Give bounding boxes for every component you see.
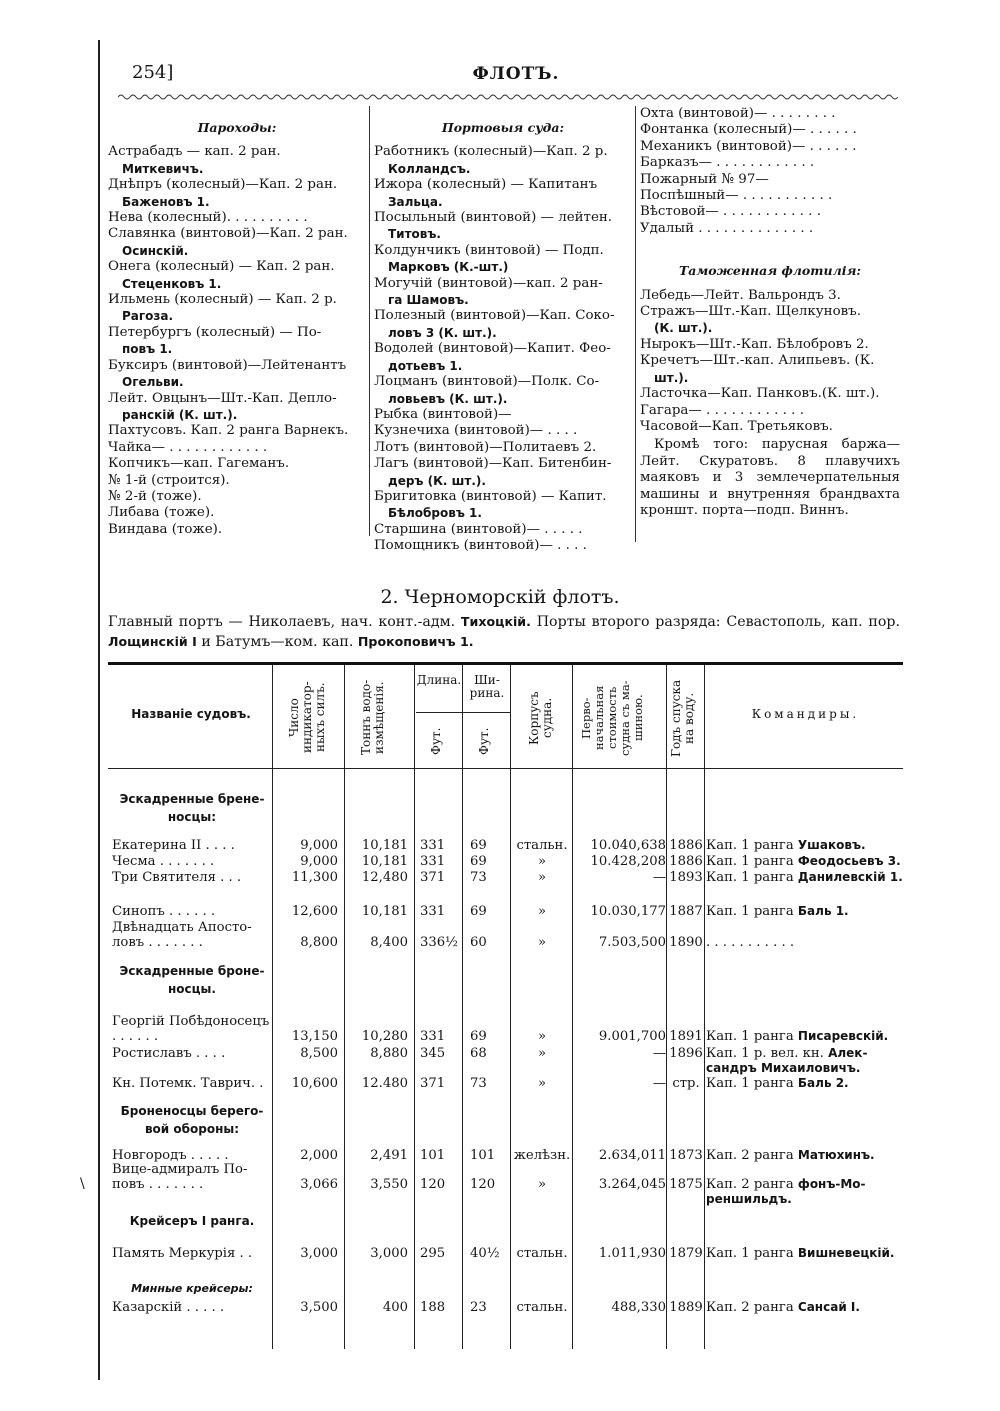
cell-power: 9,000 [300,838,338,853]
commander-name: Вишневецкій. [797,1246,895,1260]
desc-name: Тихоцкій. [460,614,531,629]
ship-name: Нырокъ—Шт.-Кап. Бѣлобровъ 2. [640,336,869,352]
ship-name: Кузнечиха (винтовой)— . . . . [374,423,578,439]
commander-name: Баль 1. [797,904,849,918]
ship-entry: Пожарный № 97— [640,171,769,187]
cell-wid: 68 [470,1046,487,1061]
cell-cost: — [652,870,666,885]
commander-name: Рагоза. [122,309,174,324]
commander-name: Осинскій. [122,243,189,258]
cell-wid: 101 [470,1148,496,1163]
header-commanders: Командиры. [751,707,860,721]
commander-name: Колландсъ. [388,161,471,176]
commander-name: Зальца. [388,194,443,209]
cell-year: 1896 [669,1046,703,1061]
ship-entry [374,456,632,489]
ship-name: Лоцманъ (винтовой)—Полк. Со- [374,374,600,390]
ship-name: Старшина (винтовой)— . . . . . [374,521,583,537]
column-divider [369,106,370,536]
column-rule [704,665,705,1349]
ship-name: Рыбка (винтовой)— [374,406,512,422]
cell-tons: 2,491 [370,1148,408,1163]
header-width: Ширина. [469,673,505,700]
cell-len: 331 [420,838,446,853]
ship-name: Лотъ (винтовой)—Политаевъ 2. [374,439,597,455]
ship-name: Посыльный (винтовой) — лейтен. [374,210,613,226]
cell-year: 1886 [669,838,703,853]
commander-name: Миткевичъ. [122,161,204,176]
commander-rank: Кап. 1 ранга [706,838,794,853]
ship-list [374,144,632,554]
cell-len: 371 [420,1076,446,1091]
cell-power: 3,000 [300,1246,338,1261]
commander-name: Стеценковъ 1. [122,276,222,291]
ship-name: Копчикъ—кап. Гагеманъ. [108,456,290,472]
ship-name: № 2-й (тоже). [108,488,202,504]
margin-mark: \ [80,1176,85,1192]
ship-name: Водолей (винтовой)—Капит. Фео- [374,341,611,357]
wavy-rule [118,92,898,102]
column-heading: Пароходы: [197,120,277,135]
ship-name: Чайка— . . . . . . . . . . . . [108,439,268,455]
ship-entry [640,419,900,435]
ship-entry [640,386,900,402]
page-number: 254] [132,62,174,83]
ship-entry [374,144,632,177]
cell-len: 331 [420,854,446,869]
ship-entry [374,538,632,554]
ship-entry: Барказъ— . . . . . . . . . . . . [640,155,815,171]
commander-name: ловьевъ (К. шт.). [388,391,508,406]
cell-power: 13,150 [291,1029,338,1044]
ship-entry [640,337,900,353]
column-rule [510,665,511,1349]
column-heading: Таможенная флотилія: [678,263,862,279]
header-cost: Первоначальная стоимость судна съ машиною. [579,680,645,756]
commander-name: Феодосьевъ 3. [797,854,901,868]
column-rule [414,665,415,1349]
cell-commander [706,904,903,919]
commander-rank: Кап. 1 ранга [706,1076,794,1091]
commander-rank: Кап. 1 ранга [706,904,794,919]
cell-cost: — [652,1046,666,1061]
running-header [132,62,900,92]
ship-entry [640,403,900,419]
header-length: Длина. [416,673,462,687]
cell-len: 336½ [420,935,458,950]
cell-hull: » [537,1076,547,1091]
table-top-rule [108,662,903,665]
cell-power: 9,000 [300,854,338,869]
commander-name: Марковъ (К.-шт.) [388,260,509,275]
cell-wid: 69 [470,904,487,919]
ship-name: Ласточка—Кап. Панковъ.(К. шт.). [640,386,880,402]
page-title: ФЛОТЪ. [472,64,560,84]
column-rule [572,665,573,1349]
commander-rank: Кап. 2 ранга [706,1177,794,1192]
commander-rank: Кап. 1 ранга [706,870,794,885]
commander-name: Данилевскій 1. [797,870,903,884]
cell-hull: стальн. [516,838,568,853]
ship-name: Либава (тоже). [108,505,215,521]
cell-wid: 73 [470,1076,487,1091]
cell-year: 1890 [669,935,703,950]
cell-power: 11,300 [291,870,338,885]
desc-text: Порты второго разряда: Севастополь, кап. пор. [536,614,901,630]
column-port-vessels [374,120,632,555]
column-rule [344,665,345,1349]
commander-rank: Кап. 1 р. вел. кн. [706,1046,824,1061]
ship-entry [640,288,900,304]
commander-name: дотьевъ 1. [388,358,463,373]
cell-cost: 9.001,700 [598,1029,666,1044]
column-rule [272,665,273,1349]
cell-cost: 10.428,208 [590,854,666,869]
cell-wid: 69 [470,838,487,853]
header-feet: Фут. [477,727,491,755]
ship-entry [374,276,632,309]
ship-entry [108,358,366,391]
cell-year: 1887 [669,904,703,919]
cell-name: Три Святителя . . . [112,870,242,885]
cell-power: 3,066 [300,1177,338,1192]
cell-len: 120 [420,1177,446,1192]
cell-commander [706,1246,903,1261]
ship-name: Астрабадъ — кап. 2 ран. [108,144,281,160]
cell-cost: 10.030,177 [590,904,666,919]
cell-commander [706,935,903,950]
ship-name: Виндава (тоже). [108,521,223,537]
cell-len: 188 [420,1300,446,1315]
cell-tons: 12,480 [361,870,408,885]
commander-rank: Кап. 1 ранга [706,1029,794,1044]
ship-entry [108,210,366,226]
column-customs-flotilla [640,106,900,519]
ship-name: Бригитовка (винтовой) — Капит. [374,488,607,504]
ship-entry [108,259,366,292]
cell-name: Казарскій . . . . . [112,1300,225,1315]
cell-name: Екатерина II . . . . [112,838,235,853]
ship-entry [374,423,632,439]
cell-wid: 120 [470,1177,496,1192]
cell-cost: 7.503,500 [598,935,666,950]
commander-name: Ушаковъ. [797,838,866,852]
header-tons: Тоннъ водоизмѣщенія. [359,679,386,756]
cell-year: 1893 [669,870,703,885]
section-title: 2. Черноморскій флотъ. [380,586,620,608]
header-hull: Корпусъ судна. [527,691,554,745]
ship-name: Днѣпръ (колесный)—Кап. 2 ран. [108,177,338,193]
ship-entry [374,210,632,243]
cell-tons: 3,000 [370,1246,408,1261]
commander-name: шт.). [654,370,689,385]
ship-entry [640,353,900,386]
cell-commander [706,1177,903,1207]
ship-entry [374,308,632,341]
ship-entry [374,407,632,423]
group-title: Броненосцы береговой обороны: [120,1104,264,1136]
commander-name: ловъ 3 (К. шт.). [388,325,497,340]
commander-rank: . . . . . . . . . . . [706,935,795,950]
ship-name: Полезный (винтовой)—Кап. Соко- [374,308,615,324]
commander-rank: Кап. 2 ранга [706,1148,794,1163]
ship-name: Онега (колесный) — Кап. 2 ран. [108,259,335,275]
ship-entry [108,391,366,424]
subheader-rule [416,712,510,713]
cell-commander [706,1148,903,1163]
ship-entry [108,440,366,456]
ship-entry [108,522,366,538]
header-power: Число индикаторныхъ силъ. [287,681,327,754]
ship-entry [374,341,632,374]
ship-entry: Механикъ (винтовой)— . . . . . . [640,138,857,154]
header-feet: Фут. [429,727,443,755]
ship-name: Гагара— . . . . . . . . . . . . [640,402,804,418]
cell-commander [706,854,903,869]
ship-name: Работникъ (колесный)—Кап. 2 р. [374,144,608,160]
cell-name: Ростиславъ . . . . [112,1046,226,1061]
commander-rank: Кап. 1 ранга [706,854,794,869]
ship-entry: Вѣстовой— . . . . . . . . . . . . [640,204,821,220]
cell-tons: 10,280 [361,1029,408,1044]
cell-wid: 69 [470,854,487,869]
cell-cost: 10.040,638 [590,838,666,853]
commander-name: Матюхинъ. [797,1148,875,1162]
cell-power: 10,600 [291,1076,338,1091]
ship-name: Петербургъ (колесный) — По- [108,324,322,340]
column-heading: Портовыя суда: [441,120,565,135]
commander-name: Баженовъ 1. [122,194,210,209]
cell-hull: » [537,854,547,869]
cell-cost: 2.634,011 [598,1148,666,1163]
ship-entry: Поспѣшный— . . . . . . . . . . . [640,188,833,204]
cell-commander [706,1300,903,1315]
ship-name: Могучій (винтовой)—кап. 2 ран- [374,275,603,291]
cell-wid: 69 [470,1029,487,1044]
cell-tons: 3,550 [370,1177,408,1192]
commander-name: Огельви. [122,375,184,390]
ship-entry [108,505,366,521]
ship-name: Помощникъ (винтовой)— . . . . [374,538,587,554]
commander-name: Бѣлобровъ 1. [388,506,482,521]
commander-name: деръ (К. шт.). [388,473,486,488]
cell-len: 371 [420,870,446,885]
ship-entry [374,489,632,522]
fleet-table [108,662,903,1352]
ship-entry [374,522,632,538]
cell-power: 8,800 [300,935,338,950]
commander-rank: Кап. 1 ранга [706,1246,794,1261]
cell-hull: » [537,1177,547,1192]
ship-list [108,144,366,538]
cell-cost: 3.264,045 [598,1177,666,1192]
commander-name: Сансай I. [797,1300,860,1314]
cell-hull: » [537,904,547,919]
ship-name: Часовой—Кап. Третьяковъ. [640,418,833,434]
commander-name: Титовъ. [388,227,441,242]
cell-name: Чесма . . . . . . . [112,854,215,869]
ship-entry [108,325,366,358]
ship-name: Ильмень (колесный) — Кап. 2 р. [108,292,337,308]
cell-len: 295 [420,1246,446,1261]
cell-commander [706,838,903,853]
page-edge-rule [98,40,100,1380]
ship-list [640,106,900,237]
ship-entry [108,489,366,505]
column-divider [635,106,636,542]
cell-wid: 40½ [470,1246,500,1261]
desc-text: Главный портъ — Николаевъ, нач. конт.-адм. [108,614,456,630]
cell-hull: » [537,935,547,950]
cell-cost: — [652,1076,666,1091]
commander-name: га Шамовъ. [388,293,469,308]
ship-entry: Охта (винтовой)— . . . . . . . . [640,106,836,121]
cell-hull: желѣзн. [513,1148,571,1163]
ship-name: Славянка (винтовой)—Кап. 2 ран. [108,226,348,242]
cell-power: 3,500 [300,1300,338,1315]
note-paragraph: Кромѣ того: парусная баржа—Лейт. Скуратовъ. 8 плавучихъ маяковъ и 3 землечерпательныя машины и внутренняя брандвахта кроншт. порта—подп. Виннъ. [640,437,900,518]
desc-text: и Батумъ—ком. кап. [201,634,354,650]
ship-entry [640,304,900,337]
cell-year: 1873 [669,1148,703,1163]
column-steamers [108,120,366,538]
header-name: Названіе судовъ. [131,707,251,721]
ship-entry [108,144,366,177]
cell-commander [706,1076,903,1091]
ship-name: № 1-й (строится). [108,472,230,488]
ship-entry [108,177,366,210]
commander-name: (К. шт.). [654,321,713,336]
ship-entry: Удалый . . . . . . . . . . . . . . [640,220,814,236]
cell-tons: 8,880 [370,1046,408,1061]
cell-power: 8,500 [300,1046,338,1061]
cell-tons: 400 [382,1300,408,1315]
cell-wid: 23 [470,1300,487,1315]
cell-year: 1875 [669,1177,703,1192]
header-rule [108,768,903,769]
cell-cost: 488,330 [611,1300,666,1315]
ship-name: Ижора (колесный) — Капитанъ [374,177,598,193]
cell-len: 345 [420,1046,446,1061]
cell-power: 2,000 [300,1148,338,1163]
cell-commander [706,1029,903,1044]
ship-entry: Фонтанка (колесный)— . . . . . . [640,122,857,138]
ship-name: Лейт. Овцынъ—Шт.-Кап. Депло- [108,390,337,406]
ship-name: Стражъ—Шт.-Кап. Щелкуновъ. [640,304,861,320]
cell-len: 101 [420,1148,446,1163]
cell-name: Новгородъ . . . . . [112,1148,229,1163]
cell-hull: стальн. [516,1246,568,1261]
cell-tons: 10,181 [361,854,408,869]
cell-name: Кн. Потемк. Таврич. . [112,1076,264,1091]
ship-entry [374,374,632,407]
cell-year: 1891 [669,1029,703,1044]
ship-entry [108,292,366,325]
column-rule [666,665,667,1349]
cell-hull: » [537,1046,547,1061]
cell-year: 1889 [669,1300,703,1315]
cell-year: 1886 [669,854,703,869]
cell-name: Синопъ . . . . . . [112,904,216,919]
cell-hull: » [537,870,547,885]
ship-name: Пахтусовъ. Кап. 2 ранга Варнекъ. [108,423,349,439]
cell-name: Георгій Побѣдоносецъ . . . . . . [112,1014,270,1044]
ship-list [640,288,900,436]
column-rule [462,665,463,1349]
group-title: Эскадренные брененосцы: [119,792,265,824]
cell-wid: 60 [470,935,487,950]
commander-name: повъ 1. [122,342,173,357]
cell-cost: 1.011,930 [598,1246,666,1261]
group-title: Минные крейсеры: [131,1282,253,1295]
cell-len: 331 [420,1029,446,1044]
cell-commander [706,870,903,885]
commander-name: ранскій (К. шт.). [122,407,238,422]
cell-power: 12,600 [291,904,338,919]
cell-name: Память Меркурія . . [112,1246,253,1261]
commander-name: Писаревскій. [797,1029,889,1043]
ship-entry [108,423,366,439]
commander-name: Баль 2. [797,1076,849,1090]
ship-name: Кречетъ—Шт.-кап. Алипьевъ. (К. [640,353,875,369]
ship-name: Колдунчикъ (винтовой) — Подп. [374,242,604,258]
cell-hull: » [537,1029,547,1044]
cell-year: стр. [672,1076,700,1091]
ship-entry [108,226,366,259]
ship-entry [108,456,366,472]
cell-name: Вице-адмиралъ Поповъ . . . . . . . [112,1162,248,1192]
section-description [108,612,900,652]
cell-hull: стальн. [516,1300,568,1315]
ship-entry [374,440,632,456]
cell-tons: 12.480 [361,1076,408,1091]
ship-entry [374,243,632,276]
cell-tons: 8,400 [370,935,408,950]
header-year: Годъ спуска на воду. [669,679,696,757]
ship-name: Нева (колесный). . . . . . . . . . [108,210,308,226]
desc-name: Прокоповичъ 1. [357,634,474,649]
ship-name: Буксиръ (винтовой)—Лейтенантъ [108,357,347,373]
cell-tons: 10,181 [361,904,408,919]
cell-name: Двѣнадцать Апостоловъ . . . . . . . [112,920,252,950]
ship-entry [374,177,632,210]
ship-name: Лагъ (винтовой)—Кап. Битенбин- [374,456,612,472]
commander-name: фонъ-Мореншильдъ. [706,1177,866,1206]
cell-tons: 10,181 [361,838,408,853]
commander-name: Александръ Михаиловичъ. [706,1046,868,1075]
commander-rank: Кап. 2 ранга [706,1300,794,1315]
ship-entry [108,473,366,489]
ship-name: Лебедь—Лейт. Вальрондъ 3. [640,287,841,303]
group-title: Крейсеръ I ранга. [129,1214,255,1228]
cell-wid: 73 [470,870,487,885]
cell-year: 1879 [669,1246,703,1261]
cell-len: 331 [420,904,446,919]
desc-name: Лощинскій I [108,634,197,649]
cell-commander [706,1046,903,1076]
group-title: Эскадренные броненосцы. [119,964,265,996]
